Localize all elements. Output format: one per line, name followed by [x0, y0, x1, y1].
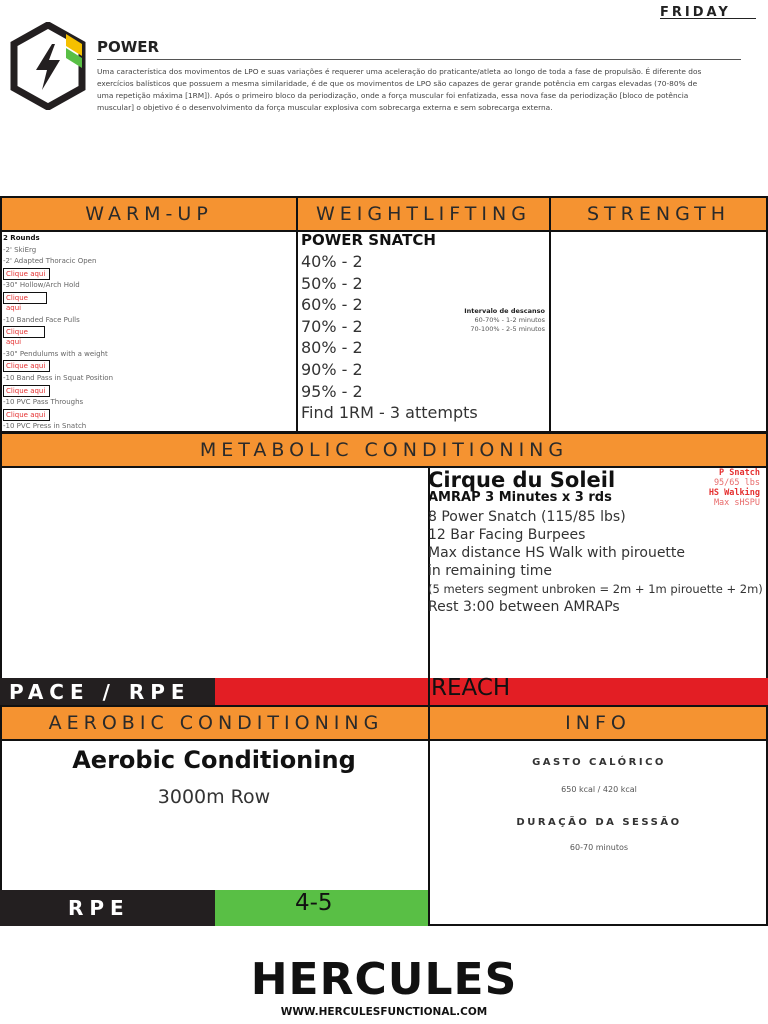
day-underline — [660, 18, 756, 19]
rest-line: 70-100% - 2-5 minutos — [470, 325, 545, 333]
set-item: 40% - 2 — [301, 252, 363, 271]
aerobic-title: Aerobic Conditioning — [72, 746, 356, 774]
warmup-rounds: 2 Rounds — [3, 234, 40, 242]
set-item: 60% - 2 — [301, 295, 363, 315]
workout-rest: Rest 3:00 between AMRAPs — [428, 599, 620, 615]
note-line: HS Walking — [708, 488, 760, 498]
rest-interval-note — [430, 307, 545, 334]
metcon-notes — [690, 468, 760, 508]
warmup-link[interactable]: Clique aqui — [3, 326, 45, 338]
rpe-label: RPE — [0, 890, 215, 926]
list-item: -10 Banded Face Pulls — [3, 315, 80, 324]
warmup-link[interactable]: Clique aqui — [3, 385, 50, 397]
note-line: P Snatch — [719, 468, 760, 478]
warmup-link[interactable]: Clique aqui — [3, 360, 50, 372]
aerobic-workout: 3000m Row — [157, 786, 271, 808]
workout-line: Max distance HS Walk with pirouette — [428, 545, 686, 561]
list-item: -10 PVC Press in Snatch — [3, 422, 87, 431]
warmup-link[interactable]: Clique aqui — [3, 292, 47, 304]
list-item: -2' SkiErg — [3, 245, 37, 254]
duration-label: DURAÇÃO DA SESSÃO — [516, 817, 682, 828]
metcon-header: METABOLIC CONDITIONING — [0, 432, 768, 468]
page-title: POWER — [97, 38, 160, 56]
list-item: -30" Hollow/Arch Hold — [3, 281, 80, 290]
metcon-workout — [428, 508, 763, 616]
workout-detail: (5 meters segment unbroken = 2m + 1m pirouette + 2m) — [428, 582, 763, 596]
warmup-header: WARM-UP — [0, 196, 296, 232]
pace-value: REACH — [431, 675, 511, 701]
aerobic-header: AEROBIC CONDITIONING — [0, 705, 430, 741]
warmup-list — [3, 233, 293, 446]
brand-wordmark: HERCULES — [250, 954, 518, 1005]
strength-panel — [549, 230, 768, 433]
workout-line: 8 Power Snatch (115/85 lbs) — [428, 509, 626, 525]
title-divider — [97, 59, 741, 60]
workout-line: 12 Bar Facing Burpees — [428, 527, 586, 543]
strength-header: STRENGTH — [549, 196, 768, 232]
set-item: 70% - 2 — [301, 316, 363, 336]
website-link[interactable]: WWW.HERCULESFUNCTIONAL.COM — [280, 1006, 488, 1018]
day-label: FRIDAY — [660, 5, 731, 20]
set-item: 80% - 2 — [301, 338, 363, 358]
pace-label: PACE / RPE — [0, 678, 215, 706]
warmup-link[interactable]: Clique aqui — [3, 409, 50, 421]
set-item: 90% - 2 — [301, 359, 363, 379]
list-item: -2' Adapted Thoracic Open — [3, 257, 97, 266]
metcon-left-panel — [0, 466, 430, 680]
hercules-logo-icon — [10, 22, 86, 110]
rest-line: 60-70% - 1-2 minutos — [474, 316, 545, 324]
info-header: INFO — [428, 705, 768, 741]
note-line: 95/65 lbs — [713, 478, 760, 488]
rest-title: Intervalo de descanso — [464, 307, 545, 315]
set-item: 95% - 2 — [301, 381, 363, 401]
weightlifting-sets — [301, 251, 478, 424]
list-item: -10 Band Pass in Squat Position — [3, 373, 114, 382]
set-item: 50% - 2 — [301, 273, 363, 293]
weightlifting-title: POWER SNATCH — [301, 231, 436, 249]
note-line: Max sHSPU — [713, 498, 760, 508]
metcon-subtitle: AMRAP 3 Minutes x 3 rds — [428, 490, 612, 505]
set-item: Find 1RM - 3 attempts — [301, 403, 478, 423]
pace-divider — [428, 678, 430, 706]
description-text: Uma característica dos movimentos de LPO e suas variações é requerer uma aceleração do praticante/atleta ao longo de toda a fase de propulsão. É diferente dos exercícios balísticos que possuem a mesma similaridade, é de que os movimentos de LPO são capazes de gerar grande potência em cargas elevadas (70-80% de uma repetição máxima [1RM]). Após o primeiro bloco da periodização, onde a força muscular foi enfatizada, essa nova fase da periodização [bloco de potência muscular] o objetivo é o desenvolvimento da força muscular explosiva com sobrecarga externa e sem sobrecarga externa. — [97, 67, 702, 112]
warmup-link[interactable]: Clique aqui — [3, 268, 50, 280]
workout-line: in remaining time — [428, 563, 552, 579]
weightlifting-header: WEIGHTLIFTING — [296, 196, 549, 232]
list-item: -10 PVC Pass Throughs — [3, 398, 84, 407]
duration-value: 60-70 minutos — [569, 843, 629, 852]
calories-value: 650 kcal / 420 kcal — [561, 785, 637, 794]
calories-label: GASTO CALÓRICO — [532, 757, 666, 768]
rpe-value: 4-5 — [295, 890, 333, 916]
metcon-title: Cirque du Soleil — [428, 468, 616, 492]
list-item: -30" Pendulums with a weight — [3, 349, 108, 358]
